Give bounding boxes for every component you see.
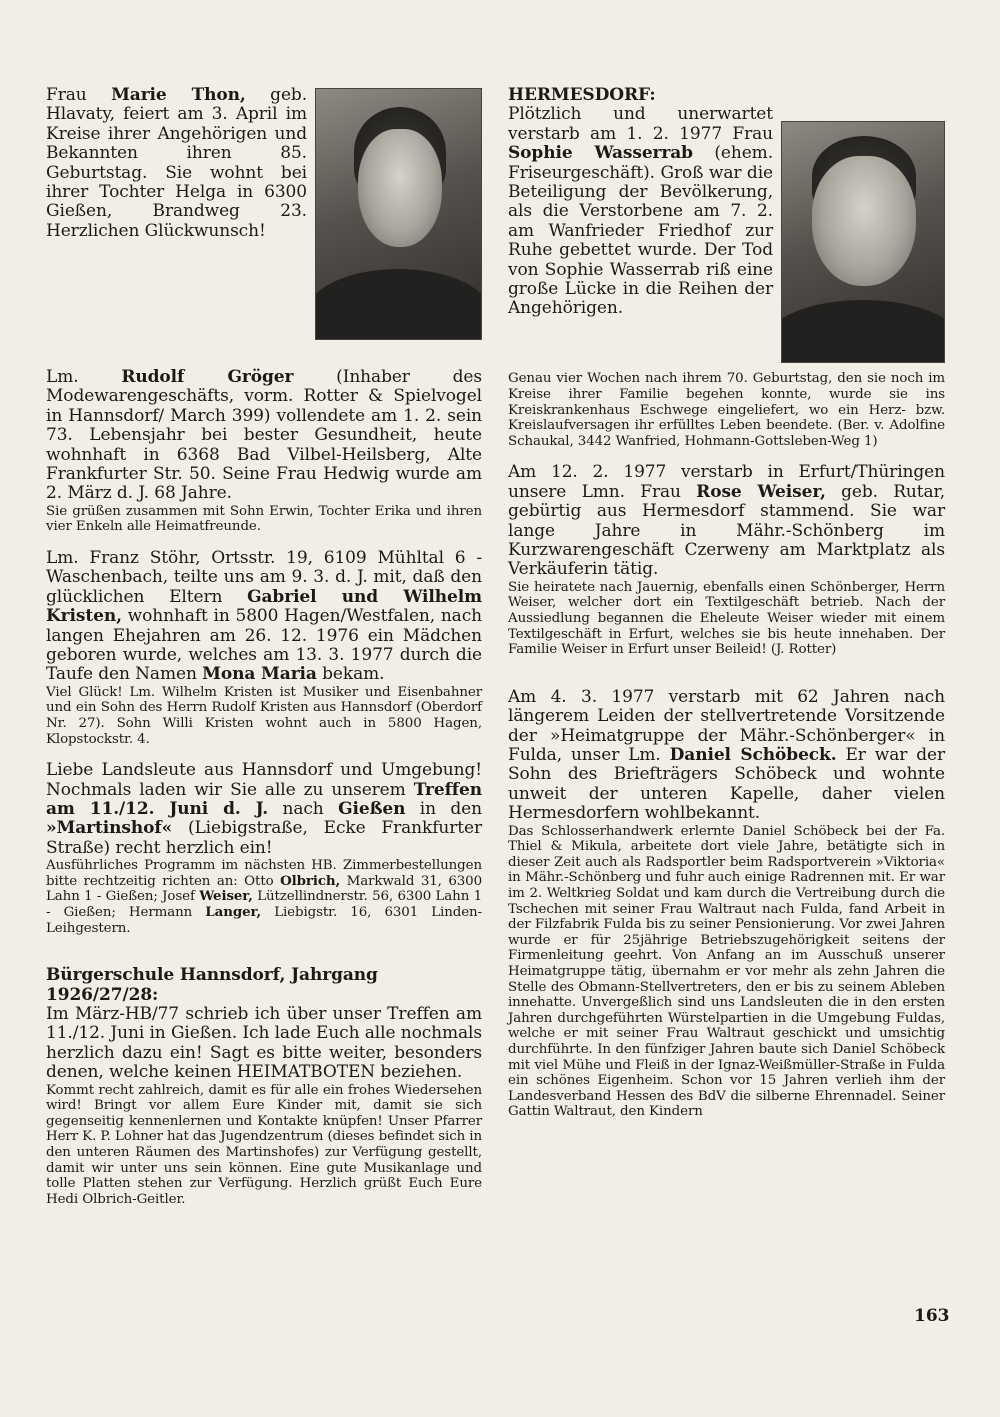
treffen-city: Gießen [338,799,406,820]
name-olbrich: Olbrich, [280,872,341,889]
name-daniel-schoebeck: Daniel Schöbeck. [669,745,837,765]
article-weiser [508,463,945,657]
article-wasserrab [508,86,945,449]
text: Am 12. 2. 1977 verstarb in Erfurt/Thüringen unsere Lmn. Frau [508,462,945,502]
name-mona-maria: Mona Maria [202,664,317,685]
name-langer: Langer, [205,904,262,921]
article-groeger [46,368,482,535]
portrait-photo-marie-thon [315,88,482,340]
text: bekam. [316,664,385,685]
treffen-small-text [46,858,482,936]
schoebeck-small-text: Das Schlosserhandwerk erlernte Daniel Schöbeck bei der Fa. Thiel & Mikula, arbeitete dort viele Jahre, betätigte sich in dieser Zeit auch als Radsportler beim Radsportverein »Viktoria« in Mähr.-Schönberg und fuhr auch einige Radrennen mit. Er war im 2. Weltkrieg Soldat und kam durch die Vertreibung durch die Tschechen mit seiner Frau Waltraut nach Fulda, fand Arbeit in der Filzfabrik Fulda bis zu seiner Pensionierung. Vor zwei Jahren wurde er für 25jährige Betriebszugehörigkeit seitens der Firmenleitung geehrt. Von Anfang an im Ausschuß unserer Heimatgruppe tätig, übernahm er vor mehr als zehn Jahren die Stelle des Obmann-Stellvertreters, den er bis zu seinem Ableben innehatte. Unvergeßlich sind uns Landsleuten die in den ersten Jahren durchgeführten Würstelpartien in die Umgebung Fuldas, welche er mit seiner Frau Waltraut geschickt und umsichtig durchführte. In den fünfziger Jahren baute sich Daniel Schöbeck mit viel Mühe und Fleiß in der Ignaz-Weißmüller-Straße in Fulda ein schönes Eigenheim. Schon vor 15 Jahren verlieh ihm der Landesverband Hessen des BdV die silberne Ehrennadel. Seiner Gattin Waltraut, den Kindern [508,823,945,1120]
groeger-text [46,368,482,504]
page-number: 163 [914,1306,950,1326]
text: Lützellindnerstr. 56, 6300 Lahn 1 - Gießen; Hermann [46,889,482,921]
left-column [46,86,482,1221]
right-column [508,86,945,1134]
schoebeck-text [508,688,945,824]
article-thon [46,86,482,346]
name-weiser: Weiser, [199,888,253,905]
text: geb. Hlavaty, feiert am 3. April im Kreise ihrer Angehörigen und Bekannten ihren 85. Geburtstag. Sie wohnt bei ihrer Tochter Helga in 6300 Gießen, Brandweg 23. Herzlichen Glückwunsch! [46,85,307,241]
text: Liebigstr. 16, 6301 Linden-Leihgestern. [46,905,482,936]
article-schoebeck [508,688,945,1120]
text: Liebe Landsleute aus Hannsdorf und Umgebung! Nochmals laden wir Sie alle zu unserem [46,760,482,800]
text: Er war der Sohn des Briefträgers Schöbeck und wohnte unweit der unteren Kapelle, daher vielen Hermesdorfern wohlbekannt. [508,745,945,824]
text: Ausführliches Programm im nächsten HB. Zimmerbestellungen bitte rechtzeitig richten an: Otto [46,858,482,889]
text: Am 4. 3. 1977 verstarb mit 62 Jahren nach längerem Leiden der stellvertretende Vorsitzende der »Heimatgruppe der Mähr.-Schönberger« in Fulda, unser Lm. [508,686,945,765]
text: nach [268,799,339,820]
article-buergerschule [46,966,482,1207]
name-sophie-wasserrab: Sophie Wasserrab [508,143,693,164]
weiser-small-text: Sie heiratete nach Jauernig, ebenfalls einen Schönberger, Herrn Weiser, welcher dort ein Textilgeschäft betrieb. Nach der Aussiedlung begannen die Eheleute Weiser wieder mit einem Textilgeschäft in Erfurt, welches sie bis heute innehaben. Der Familie Weiser in Erfurt unser Beileid! (J. Rotter) [508,579,945,658]
article-treffen [46,761,482,936]
weiser-text [508,463,945,579]
text: geb. Rutar, gebürtig aus Hermesdorf stammend. Sie war lange Jahre in Mähr.-Schönberg im Kurzwarengeschäft Czerweny am Marktplatz als Verkäuferin tätig. [508,481,945,580]
text: (ehem. Friseurgeschäft). Groß war die Beteiligung der Bevölkerung, als die Verstorbene am 7. 2. am Wanfrieder Friedhof zur Ruhe gebettet wurde. Der Tod von Sophie Wasserrab riß eine große Lücke in die Reihen der Angehörigen. [508,143,774,319]
name-rose-weiser: Rose Weiser, [696,481,826,502]
name-marie-thon: Marie Thon, [111,85,246,105]
text: wohnhaft in 5800 Hagen/Westfalen, nach langen Ehejahren am 26. 12. 1976 ein Mädchen geboren wurde, welches am 13. 3. 1977 durch die Taufe den Namen [46,606,482,685]
buergerschule-small-text: Kommt recht zahlreich, damit es für alle ein frohes Wiedersehen wird! Bringt vor allem Eure Kinder mit, damit sie sich gegenseitig kennenlernen und Kontakte knüpfen! Unser Pfarrer Herr K. P. Lohner hat das Jugendzentrum (dieses befindet sich in den unteren Räumen des Martinshofes) zur Verfügung gestellt, damit wir unter uns sein können. Eine gute Musikanlage und tolle Platten stehen zur Verfügung. Herzlich grüßt Euch Eure Hedi Olbrich-Geitler. [46,1082,482,1207]
buergerschule-text: Im März-HB/77 schrieb ich über unser Treffen am 11./12. Juni in Gießen. Ich lade Euch alle nochmals herzlich dazu ein! Sagt es bitte weiter, besonders denen, welche keinen HEIMATBOTEN beziehen. [46,1004,482,1083]
kristen-text [46,549,482,685]
text: in den [405,799,482,820]
portrait-photo-sophie-wasserrab [781,121,945,363]
name-gabriel-wilhelm-kristen: Gabriel und Wilhelm Kristen, [46,586,482,627]
treffen-text [46,761,482,858]
article-kristen [46,549,482,747]
heading-text: Bürgerschule Hannsdorf, Jahrgang 1926/27/28: [46,965,378,1005]
wasserrab-small-text: Genau vier Wochen nach ihrem 70. Geburtstag, den sie noch im Kreise ihrer Familie begehen konnte, wurde sie ins Kreiskrankenhaus Eschwege eingeliefert, wo ein Herz- bzw. Kreislaufversagen ihr erfülltes Leben beendete. (Ber. v. Adolfine Schaukal, 3442 Wanfried, Hohmann-Gottsleben-Weg 1) [508,371,945,449]
text: Plötzlich und unerwartet verstarb am 1. 2. 1977 Frau [508,104,773,144]
heading-hermesdorf: HERMESDORF: [508,85,656,105]
text: Markwald 31, 6300 Lahn 1 - Gießen; Josef [46,873,483,905]
groeger-small-text: Sie grüßen zusammen mit Sohn Erwin, Tochter Erika und ihren vier Enkeln alle Heimatfreunde. [46,503,482,535]
treffen-date: Treffen am 11./12. Juni d. J. [46,779,482,820]
text: (Liebigstraße, Ecke Frankfurter Straße) recht herzlich ein! [46,818,482,858]
name-rudolf-groeger: Rudolf Gröger [121,367,294,387]
kristen-small-text: Viel Glück! Lm. Wilhelm Kristen ist Musiker und Eisenbahner und ein Sohn des Herrn Rudolf Kristen aus Hannsdorf (Oberdorf Nr. 27). Sohn Willi Kristen wohnt auch in 5800 Hagen, Klopstockstr. 4. [46,684,482,747]
wasserrab-heading [508,86,945,105]
text: Lm. [46,367,122,387]
text: (Inhaber des Modewarengeschäfts, vorm. Rotter & Spielvogel in Hannsdorf/ March 399) vollendete am 1. 2. sein 73. Lebensjahr bei bester Gesundheit, heute wohnhaft in 6368 Bad Vilbel-Heilsberg, Alte Frankfurter Str. 50. Seine Frau Hedwig wurde am 2. März d. J. 68 Jahre. [46,367,482,504]
text: Frau [46,85,112,105]
text: Lm. Franz Stöhr, Ortsstr. 19, 6109 Mühltal 6 - Waschenbach, teilte uns am 9. 3. d. J. mit, daß den glücklichen Eltern [46,548,482,607]
treffen-venue: »Martinshof« [46,818,173,839]
buergerschule-heading [46,966,482,1005]
